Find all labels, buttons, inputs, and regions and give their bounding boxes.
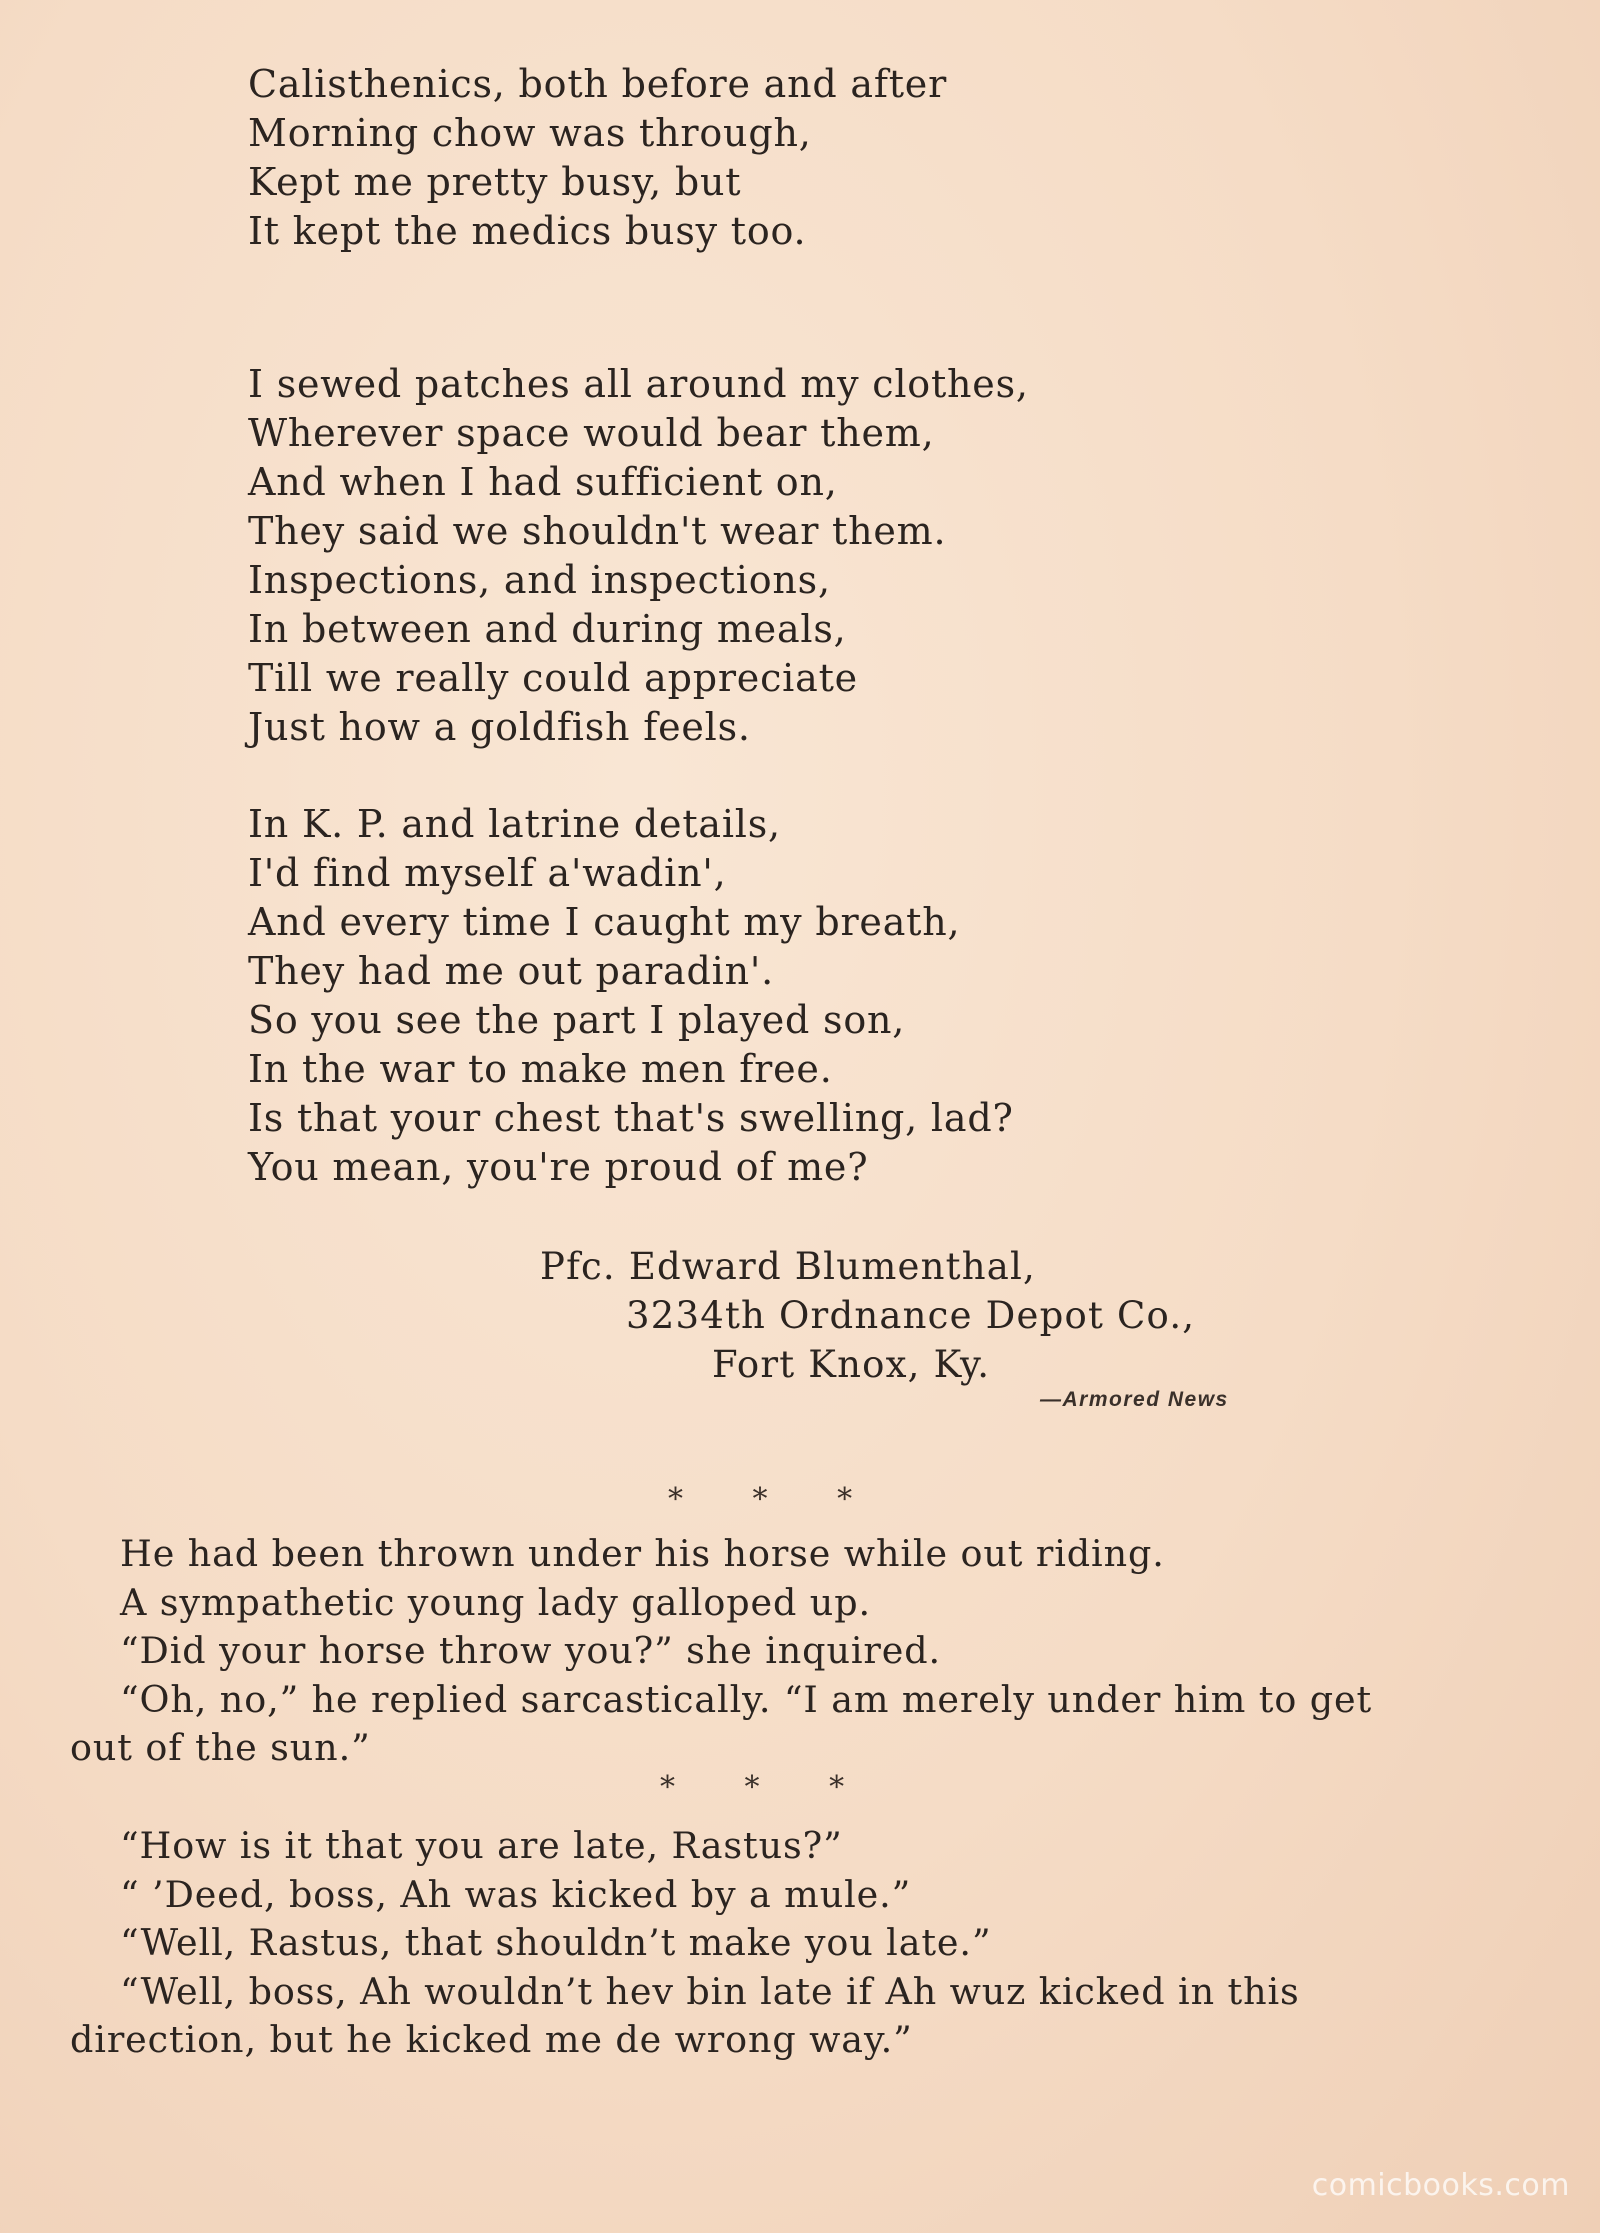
poem-line: Is that your chest that's swelling, lad?	[248, 1096, 1014, 1140]
poem-line: They said we shouldn't wear them.	[248, 509, 947, 553]
poem-stanza-3	[248, 800, 1014, 1192]
joke-line: direction, but he kicked me de wrong way.”	[70, 2018, 913, 2061]
poem-line: Just how a goldfish feels.	[248, 705, 751, 749]
joke-line: “Well, Rastus, that shouldn’t make you late.”	[120, 1921, 992, 1964]
joke-line: “ ’Deed, boss, Ah was kicked by a mule.”	[120, 1872, 912, 1916]
poem-line: Till we really could appreciate	[248, 656, 858, 700]
poem-line: Inspections, and inspections,	[248, 558, 831, 602]
section-separator: * * *	[660, 1770, 875, 1805]
source-credit: —Armored News	[1040, 1388, 1229, 1411]
poem-line: I sewed patches all around my clothes,	[248, 362, 1029, 406]
poem-line: And when I had sufficient on,	[248, 460, 838, 504]
poem-line: I'd find myself a'wadin',	[248, 851, 727, 895]
section-separator: * * *	[668, 1482, 883, 1517]
signature-place: Fort Knox, Ky.	[712, 1343, 991, 1386]
poem-line: So you see the part I played son,	[248, 998, 906, 1042]
poem-line: You mean, you're proud of me?	[248, 1145, 869, 1189]
joke-line: He had been thrown under his horse while out riding.	[120, 1532, 1165, 1575]
poem-line: Kept me pretty busy, but	[248, 160, 742, 204]
poem-stanza-1	[248, 60, 947, 256]
poem-line: In the war to make men free.	[248, 1047, 833, 1091]
joke-line: A sympathetic young lady galloped up.	[120, 1580, 871, 1624]
joke-line: “Well, boss, Ah wouldn’t hev bin late if Ah wuz kicked in this	[120, 1969, 1300, 2013]
joke-mule	[70, 1822, 1430, 2065]
joke-line: out of the sun.”	[70, 1726, 371, 1769]
poem-stanza-2	[248, 360, 1029, 752]
joke-line: “How is it that you are late, Rastus?”	[120, 1824, 843, 1867]
poem-line: Calisthenics, both before and after	[248, 62, 948, 106]
joke-horse	[70, 1530, 1430, 1773]
signature-unit: 3234th Ordnance Depot Co.,	[626, 1294, 1196, 1337]
poem-line: In between and during meals,	[248, 607, 847, 651]
joke-line: “Did your horse throw you?” she inquired.	[120, 1629, 942, 1672]
poem-line: It kept the medics busy too.	[248, 209, 807, 253]
joke-line: “Oh, no,” he replied sarcastically. “I am merely under him to get	[120, 1677, 1373, 1721]
watermark: comicbooks.com	[1311, 2168, 1570, 2203]
signature-name: Pfc. Edward Blumenthal,	[540, 1245, 1037, 1288]
poem-line: Morning chow was through,	[248, 111, 812, 155]
poem-line: Wherever space would bear them,	[248, 411, 935, 455]
poem-line: In K. P. and latrine details,	[248, 802, 781, 846]
poem-line: And every time I caught my breath,	[248, 900, 961, 944]
poem-line: They had me out paradin'.	[248, 949, 774, 993]
